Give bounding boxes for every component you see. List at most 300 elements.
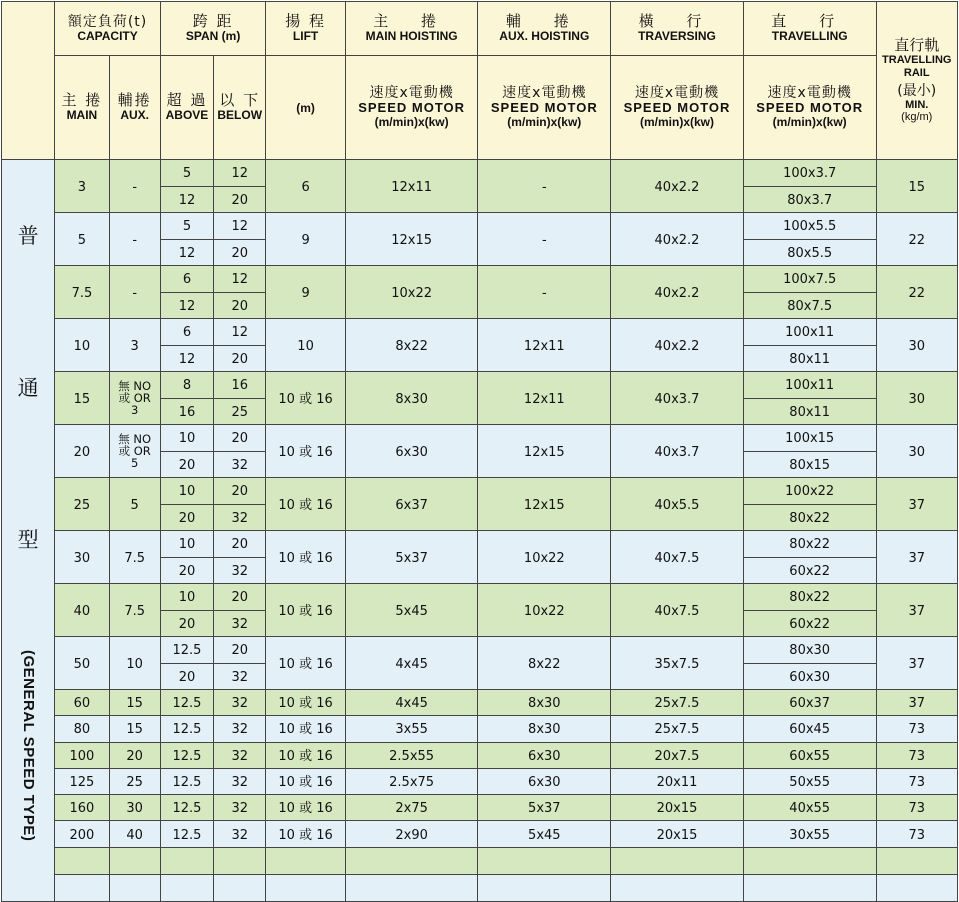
- header-below-zh: 以 下: [219, 90, 261, 109]
- aux-hoisting-cell-text: 12x15: [523, 444, 565, 460]
- travelling-cell: [743, 742, 876, 768]
- crane-spec-table-container: [1, 1, 958, 900]
- travelling-cell-text: 60x45: [789, 722, 831, 738]
- speed-motor-unit: (m/min)x(kw): [374, 115, 449, 130]
- travelling-cell-text: 80x5.5: [787, 245, 833, 261]
- main-hoisting-cell: [345, 478, 478, 531]
- main-capacity-cell-text: 80: [73, 722, 91, 738]
- aux-hoisting-cell-text: 10x22: [523, 603, 565, 619]
- travelling-cell: [743, 398, 876, 425]
- travelling-cell: [743, 663, 876, 690]
- aux-capacity-line: 無 NO: [118, 431, 152, 446]
- aux-hoisting-cell: [478, 584, 611, 637]
- span-below-cell-text: 32: [231, 510, 248, 526]
- travelling-cell: [743, 213, 876, 240]
- span-below-cell: [214, 292, 266, 319]
- speed-motor-unit: (m/min)x(kw): [639, 115, 714, 130]
- main-hoisting-cell-text: 10x22: [391, 285, 433, 301]
- blank-cell: [345, 847, 478, 874]
- lift-cell: [266, 768, 345, 794]
- aux-hoisting-cell-text: 8x30: [528, 696, 561, 712]
- main-hoisting-cell-text: 2x75: [395, 801, 428, 817]
- rail-cell: [876, 742, 957, 768]
- rail-cell-text: 30: [908, 444, 926, 460]
- main-capacity-cell: [55, 213, 109, 266]
- speed-motor-en: SPEED MOTOR: [623, 100, 731, 116]
- span-below-cell-text: 32: [231, 669, 248, 685]
- span-below-cell-text: 20: [231, 643, 248, 659]
- rail-cell-text: 37: [908, 603, 926, 619]
- span-below-cell: [214, 821, 266, 847]
- speed-motor-en: SPEED MOTOR: [358, 100, 466, 116]
- span-above-cell-text: 12.5: [172, 775, 202, 791]
- blank-cell: [55, 874, 109, 901]
- lift-cell: [266, 319, 345, 372]
- rail-cell: [876, 478, 957, 531]
- sort-label-cell: [2, 160, 55, 902]
- main-hoisting-cell: [345, 319, 478, 372]
- span-below-cell-text: 32: [231, 696, 248, 712]
- main-capacity-cell-text: 3: [77, 179, 87, 195]
- aux-capacity-cell: [109, 478, 160, 531]
- travelling-cell-text: 80x22: [789, 590, 831, 606]
- span-above-cell: [160, 478, 213, 505]
- table-body: [2, 2, 958, 902]
- main-hoisting-cell-text: 12x15: [391, 232, 433, 248]
- traversing-cell-text: 40x7.5: [654, 550, 700, 566]
- speed-motor-en: SPEED MOTOR: [490, 100, 598, 116]
- aux-capacity-text: 15: [126, 722, 143, 738]
- span-above-cell-text: 16: [178, 404, 196, 420]
- travelling-cell: [743, 372, 876, 399]
- travelling-cell: [743, 557, 876, 584]
- aux-capacity-cell: [109, 584, 160, 637]
- traversing-cell: [611, 266, 744, 319]
- aux-hoisting-cell-text: 5x37: [528, 801, 561, 817]
- aux-capacity-text: -: [132, 232, 138, 248]
- aux-hoisting-cell: [478, 372, 611, 425]
- aux-hoisting-cell-text: 8x22: [528, 656, 561, 672]
- aux-hoisting-cell: [478, 266, 611, 319]
- header-row-1: [2, 2, 958, 56]
- traversing-cell-text: 40x7.5: [654, 603, 700, 619]
- rail-cell-text: 37: [908, 656, 926, 672]
- traversing-cell-text: 40x2.2: [654, 232, 700, 248]
- span-above-cell-text: 12.5: [172, 748, 202, 764]
- header-rail-unit: (kg/m): [901, 111, 933, 124]
- main-hoisting-cell: [345, 531, 478, 584]
- span-above-cell-text: 12.5: [172, 643, 202, 659]
- span-above-cell: [160, 821, 213, 847]
- header-travelling-speed: [743, 56, 876, 160]
- main-hoisting-cell: [345, 425, 478, 478]
- span-above-cell: [160, 742, 213, 768]
- lift-cell: [266, 716, 345, 742]
- span-above-cell-text: 10: [178, 431, 196, 447]
- span-below-cell: [214, 213, 266, 240]
- traversing-cell: [611, 531, 744, 584]
- span-above-cell-text: 10: [178, 484, 196, 500]
- span-below-cell: [214, 345, 266, 372]
- span-above-cell: [160, 239, 213, 266]
- header-aux-hoisting: [478, 2, 611, 56]
- lift-cell-text: 10 或 16: [278, 391, 333, 407]
- lift-cell: [266, 637, 345, 690]
- main-capacity-cell-text: 25: [73, 497, 91, 513]
- blank-cell: [876, 847, 957, 874]
- span-below-cell-text: 32: [231, 563, 248, 579]
- travelling-cell-text: 100x7.5: [783, 272, 837, 288]
- aux-capacity-cell: [109, 637, 160, 690]
- main-capacity-cell-text: 160: [69, 801, 95, 817]
- aux-capacity-cell: [109, 690, 160, 716]
- header-lift: [266, 2, 345, 56]
- lift-cell: [266, 213, 345, 266]
- rail-cell-text: 37: [908, 550, 926, 566]
- span-below-cell: [214, 319, 266, 346]
- table-row: [2, 637, 958, 664]
- speed-motor-unit: (m/min)x(kw): [772, 115, 847, 130]
- travelling-cell-text: 60x55: [789, 748, 831, 764]
- span-above-cell-text: 20: [178, 457, 196, 473]
- main-hoisting-cell-text: 3x55: [395, 722, 428, 738]
- rail-cell-text: 73: [908, 827, 926, 843]
- main-capacity-cell-text: 200: [69, 827, 95, 843]
- main-capacity-cell: [55, 478, 109, 531]
- table-row: [2, 478, 958, 505]
- blank-cell: [109, 847, 160, 874]
- rail-cell-text: 73: [908, 722, 926, 738]
- span-below-cell: [214, 742, 266, 768]
- span-below-cell-text: 16: [231, 378, 248, 394]
- header-aux-hoisting-zh: 輔 捲: [505, 11, 583, 30]
- header-lift-unit-text: (m): [296, 101, 315, 116]
- main-capacity-cell: [55, 425, 109, 478]
- main-hoisting-cell: [345, 637, 478, 690]
- lift-cell-text: 6: [301, 179, 310, 195]
- lift-cell: [266, 478, 345, 531]
- blank-cell: [478, 847, 611, 874]
- header-travelling: [743, 2, 876, 56]
- blank-cell: [160, 847, 213, 874]
- main-hoisting-cell: [345, 372, 478, 425]
- aux-hoisting-cell-text: 12x11: [523, 338, 565, 354]
- span-above-cell: [160, 425, 213, 452]
- span-above-cell: [160, 372, 213, 399]
- aux-hoisting-cell: [478, 425, 611, 478]
- traversing-cell: [611, 637, 744, 690]
- main-capacity-cell: [55, 716, 109, 742]
- main-capacity-cell-text: 7.5: [71, 285, 93, 301]
- travelling-cell-text: 100x11: [785, 325, 835, 341]
- header-row-2: [2, 56, 958, 160]
- main-capacity-cell-text: 5: [77, 232, 87, 248]
- aux-hoisting-cell-text: 8x30: [528, 722, 561, 738]
- span-below-cell-text: 32: [231, 827, 248, 843]
- blank-row: [2, 874, 958, 901]
- aux-hoisting-cell-text: 6x30: [528, 775, 561, 791]
- main-hoisting-cell-text: 6x37: [395, 497, 428, 513]
- blank-cell: [743, 847, 876, 874]
- rail-cell: [876, 584, 957, 637]
- travelling-cell: [743, 504, 876, 531]
- main-capacity-cell: [55, 584, 109, 637]
- lift-cell: [266, 531, 345, 584]
- header-span-zh: 跨 距: [192, 11, 234, 30]
- main-capacity-cell: [55, 637, 109, 690]
- aux-hoisting-cell: [478, 795, 611, 821]
- main-capacity-cell: [55, 768, 109, 794]
- main-capacity-cell-text: 40: [73, 603, 91, 619]
- span-below-cell: [214, 716, 266, 742]
- travelling-cell-text: 50x55: [789, 775, 831, 791]
- travelling-cell-text: 100x5.5: [783, 219, 837, 235]
- main-capacity-cell: [55, 690, 109, 716]
- traversing-cell-text: 40x2.2: [654, 285, 700, 301]
- span-below-cell: [214, 266, 266, 293]
- aux-hoisting-cell: [478, 768, 611, 794]
- header-rail-zh: 直行軌: [894, 36, 940, 55]
- span-below-cell: [214, 531, 266, 558]
- travelling-cell: [743, 690, 876, 716]
- aux-capacity-cell: [109, 742, 160, 768]
- header-main-en: MAIN: [66, 108, 98, 123]
- main-capacity-cell: [55, 821, 109, 847]
- header-span: [160, 2, 266, 56]
- aux-hoisting-cell-text: -: [541, 232, 547, 248]
- span-above-cell: [160, 186, 213, 213]
- lift-cell-text: 10 或 16: [278, 775, 333, 791]
- traversing-cell: [611, 478, 744, 531]
- main-capacity-cell-text: 20: [73, 444, 91, 460]
- span-above-cell: [160, 160, 213, 187]
- header-traversing-zh: 橫 行: [638, 11, 716, 30]
- main-capacity-cell: [55, 266, 109, 319]
- span-above-cell: [160, 451, 213, 478]
- aux-capacity-line: 或 OR: [118, 390, 151, 405]
- rail-cell: [876, 768, 957, 794]
- rail-cell: [876, 319, 957, 372]
- blank-cell: [876, 874, 957, 901]
- main-hoisting-cell-text: 5x45: [395, 603, 428, 619]
- header-rail-zh2: (最小): [897, 82, 937, 99]
- travelling-cell-text: 80x15: [789, 457, 831, 473]
- rail-cell: [876, 160, 957, 213]
- aux-hoisting-cell-text: 12x15: [523, 497, 565, 513]
- aux-hoisting-cell: [478, 637, 611, 690]
- traversing-cell-text: 40x2.2: [654, 179, 700, 195]
- span-below-cell-text: 32: [231, 616, 248, 632]
- lift-cell: [266, 584, 345, 637]
- lift-cell-text: 10 或 16: [278, 696, 333, 712]
- blank-row: [2, 847, 958, 874]
- aux-hoisting-cell: [478, 742, 611, 768]
- span-above-cell: [160, 213, 213, 240]
- speed-motor-zh: 速度x電動機: [369, 85, 454, 102]
- travelling-cell: [743, 478, 876, 505]
- main-capacity-cell-text: 125: [69, 775, 95, 791]
- aux-capacity-cell: [109, 716, 160, 742]
- sort-label-zh-char: 型: [17, 528, 39, 553]
- span-below-cell: [214, 795, 266, 821]
- travelling-cell-text: 60x22: [789, 563, 831, 579]
- table-row: [2, 716, 958, 742]
- blank-cell: [478, 874, 611, 901]
- sort-label-en: (GENERAL SPEED TYPE): [19, 650, 37, 842]
- traversing-cell: [611, 319, 744, 372]
- rail-cell: [876, 372, 957, 425]
- header-traversing: [611, 2, 744, 56]
- span-above-cell: [160, 768, 213, 794]
- span-above-cell-text: 12: [178, 192, 196, 208]
- header-aux-en: AUX.: [120, 108, 150, 123]
- travelling-cell-text: 60x30: [789, 669, 831, 685]
- traversing-cell-text: 20x15: [656, 827, 698, 843]
- span-above-cell-text: 10: [178, 590, 196, 606]
- travelling-cell: [743, 160, 876, 187]
- span-below-cell-text: 32: [231, 801, 248, 817]
- blank-cell: [55, 847, 109, 874]
- travelling-cell: [743, 266, 876, 293]
- blank-cell: [743, 874, 876, 901]
- aux-capacity-line: 3: [131, 403, 139, 418]
- main-capacity-cell: [55, 372, 109, 425]
- aux-hoisting-cell: [478, 716, 611, 742]
- span-below-cell-text: 32: [231, 775, 248, 791]
- aux-hoisting-cell-text: 6x30: [528, 748, 561, 764]
- aux-capacity-text: 20: [126, 748, 143, 764]
- span-above-cell-text: 20: [178, 563, 196, 579]
- lift-cell: [266, 690, 345, 716]
- header-span-en: SPAN (m): [185, 29, 241, 44]
- blank-cell: [214, 874, 266, 901]
- lift-cell-text: 10 或 16: [278, 497, 333, 513]
- travelling-cell: [743, 345, 876, 372]
- lift-cell: [266, 266, 345, 319]
- lift-cell-text: 10 或 16: [278, 827, 333, 843]
- traversing-cell-text: 40x2.2: [654, 338, 700, 354]
- header-capacity-zh: 額定負荷(t): [67, 13, 148, 30]
- aux-capacity-text: 30: [126, 801, 143, 817]
- aux-capacity-text: 5: [130, 497, 139, 513]
- travelling-cell-text: 80x11: [789, 351, 831, 367]
- lift-cell-text: 10 或 16: [278, 444, 333, 460]
- travelling-cell-text: 80x30: [789, 643, 831, 659]
- span-above-cell-text: 5: [182, 219, 192, 235]
- header-traversing-speed: [611, 56, 744, 160]
- span-below-cell-text: 12: [231, 219, 248, 235]
- header-aux-hoisting-en: AUX. HOISTING: [499, 29, 590, 44]
- travelling-cell-text: 60x22: [789, 616, 831, 632]
- span-below-cell: [214, 663, 266, 690]
- lift-cell: [266, 742, 345, 768]
- main-capacity-cell: [55, 742, 109, 768]
- aux-capacity-cell: [109, 319, 160, 372]
- aux-hoisting-cell: [478, 213, 611, 266]
- rail-cell: [876, 266, 957, 319]
- main-hoisting-cell-text: 8x22: [395, 338, 428, 354]
- aux-capacity-text: -: [132, 179, 138, 195]
- traversing-cell-text: 40x3.7: [654, 391, 700, 407]
- aux-capacity-line: 或 OR: [118, 443, 151, 458]
- lift-cell-text: 10 或 16: [278, 550, 333, 566]
- blank-cell: [109, 874, 160, 901]
- header-rail-min: MIN.: [905, 98, 929, 111]
- main-hoisting-cell-text: 2x90: [395, 827, 428, 843]
- traversing-cell: [611, 690, 744, 716]
- span-above-cell-text: 12.5: [172, 696, 202, 712]
- aux-capacity-cell: [109, 821, 160, 847]
- blank-cell: [611, 847, 744, 874]
- main-capacity-cell: [55, 531, 109, 584]
- rail-cell-text: 73: [908, 748, 926, 764]
- span-below-cell-text: 20: [231, 298, 248, 314]
- span-below-cell: [214, 398, 266, 425]
- lift-cell-text: 10 或 16: [278, 801, 333, 817]
- table-row: [2, 372, 958, 399]
- traversing-cell-text: 20x7.5: [654, 748, 700, 764]
- travelling-cell-text: 100x3.7: [783, 166, 837, 182]
- span-above-cell: [160, 716, 213, 742]
- header-main-hoisting-en: MAIN HOISTING: [365, 29, 458, 44]
- span-above-cell-text: 6: [182, 272, 192, 288]
- sort-label-zh-char: 通: [17, 376, 39, 401]
- main-hoisting-cell-text: 8x30: [395, 391, 428, 407]
- header-main-zh: 主 捲: [61, 90, 103, 109]
- aux-hoisting-cell: [478, 821, 611, 847]
- traversing-cell: [611, 160, 744, 213]
- header-aux-hoisting-speed: [478, 56, 611, 160]
- aux-hoisting-cell-text: 5x45: [528, 827, 561, 843]
- table-row: [2, 319, 958, 346]
- header-travelling-en: TRAVELLING: [771, 29, 848, 44]
- rail-cell: [876, 821, 957, 847]
- traversing-cell: [611, 213, 744, 266]
- main-hoisting-cell-text: 12x11: [391, 179, 433, 195]
- span-below-cell: [214, 610, 266, 637]
- table-row: [2, 795, 958, 821]
- span-below-cell-text: 20: [231, 590, 248, 606]
- header-rail-en: TRAVELLING: [882, 54, 952, 67]
- main-hoisting-cell: [345, 160, 478, 213]
- span-above-cell: [160, 557, 213, 584]
- span-above-cell: [160, 610, 213, 637]
- aux-hoisting-cell: [478, 160, 611, 213]
- travelling-cell-text: 40x55: [789, 801, 831, 817]
- aux-capacity-text: 10: [126, 656, 143, 672]
- span-above-cell: [160, 584, 213, 611]
- aux-capacity-text: 3: [130, 338, 139, 354]
- header-traversing-en: TRAVERSING: [638, 29, 716, 44]
- main-hoisting-cell: [345, 716, 478, 742]
- header-below: [214, 56, 266, 160]
- header-rail-en2: RAIL: [903, 66, 930, 79]
- span-below-cell-text: 32: [231, 722, 248, 738]
- span-below-cell: [214, 451, 266, 478]
- span-below-cell-text: 32: [231, 457, 248, 473]
- travelling-cell-text: 100x22: [785, 484, 835, 500]
- header-lift-unit: [266, 56, 345, 160]
- main-capacity-cell-text: 15: [73, 391, 91, 407]
- span-above-cell: [160, 663, 213, 690]
- span-below-cell-text: 12: [231, 166, 248, 182]
- main-hoisting-cell: [345, 768, 478, 794]
- span-above-cell: [160, 345, 213, 372]
- traversing-cell: [611, 372, 744, 425]
- span-above-cell: [160, 266, 213, 293]
- header-aux-zh: 輔捲: [117, 90, 152, 109]
- lift-cell: [266, 160, 345, 213]
